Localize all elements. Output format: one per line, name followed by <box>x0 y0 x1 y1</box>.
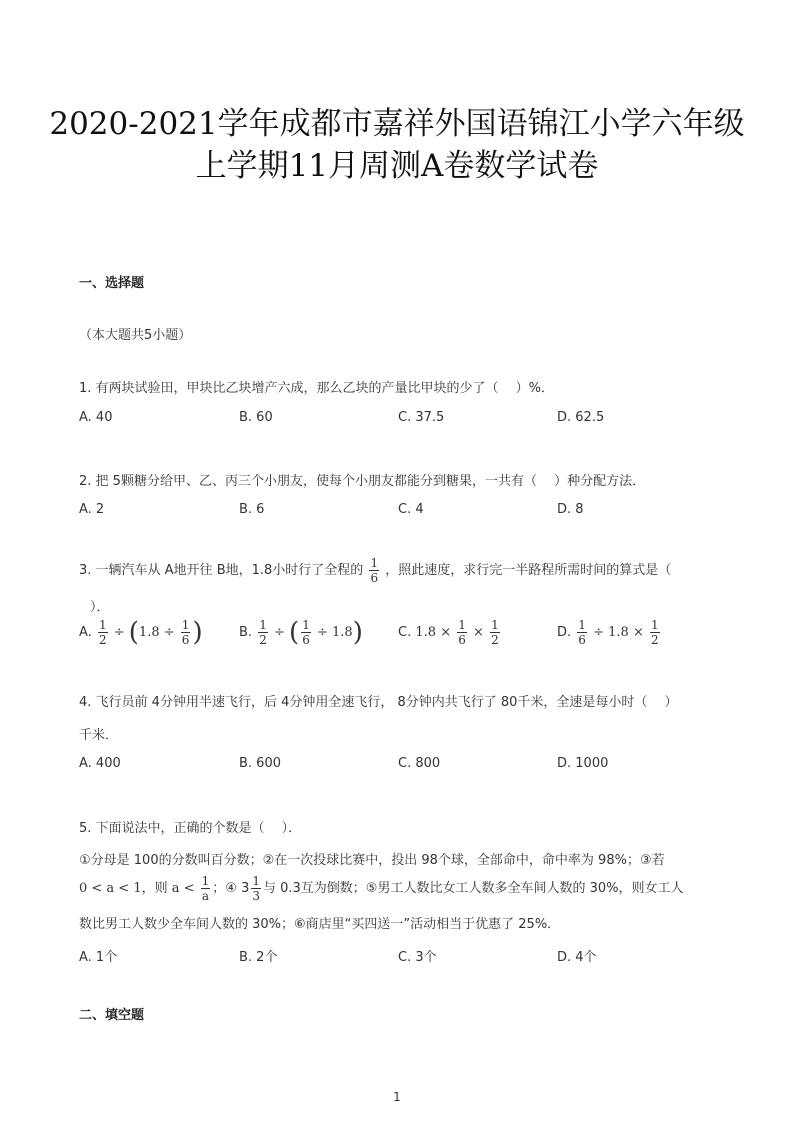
q1-option-a[interactable]: A. 40 <box>79 410 113 425</box>
question-4-text: 4. 飞行员前 4分钟用半速飞行，后 4分钟用全速飞行， 8分钟内共飞行了 80千米，全速是每小时（ ） <box>79 695 678 710</box>
q2-option-d[interactable]: D. 8 <box>557 502 584 517</box>
q4-option-b[interactable]: B. 600 <box>239 756 281 771</box>
q5-statement-line3: 数比男工人数少全车间人数的 30%；⑥商店里“买四送一”活动相当于优惠了 25%． <box>79 917 561 932</box>
q3-text-after: ，照此速度，求行完一半路程所需时间的算式是（ <box>385 563 672 578</box>
q4-option-d[interactable]: D. 1000 <box>557 756 609 771</box>
q3-text-before: 3. 一辆汽车从 A地开往 B地，1.8小时行了全程的 <box>79 563 364 578</box>
q4-option-a[interactable]: A. 400 <box>79 756 121 771</box>
q3-option-c[interactable]: C. 1.8 × $\frac{1}{6}$ × $\frac{1}{2}$ <box>398 618 499 647</box>
q5-option-c[interactable]: C. 3个 <box>398 950 437 965</box>
q1-option-c[interactable]: C. 37.5 <box>398 410 445 425</box>
question-5-text: 5. 下面说法中，正确的个数是（ ）． <box>79 821 302 836</box>
q3-option-b[interactable]: B. $\frac{1}{2}$ ÷ ( $\frac{1}{6}$ ÷ 1.8) <box>239 617 363 648</box>
q2-option-b[interactable]: B. 6 <box>239 502 265 517</box>
q5-statement-line1: ①分母是 100的分数叫百分数；②在一次投球比赛中，投出 98个球，全部命中，命中率为 98%；③若 <box>79 853 665 868</box>
question-3-text <box>79 556 671 585</box>
q1-option-d[interactable]: D. 62.5 <box>557 410 605 425</box>
q3-fraction-one-sixth: $\frac{1}{6}$ <box>370 556 379 585</box>
question-3-text-line2: ）． <box>90 600 110 615</box>
section-note: （本大题共5小题） <box>79 328 192 343</box>
question-2-text: 2. 把 5颗糖分给甲、乙、丙三个小朋友，使每个小朋友都能分到糖果，一共有（ ）种分配方法． <box>79 474 646 489</box>
section-heading-choice: 一、选择题 <box>79 276 145 291</box>
q2-option-c[interactable]: C. 4 <box>398 502 424 517</box>
page-number: 1 <box>393 1090 401 1104</box>
exam-title-line1: 2020-2021学年成都市嘉祥外国语锦江小学六年级 <box>49 106 745 142</box>
question-4-text-line2: 千米． <box>79 728 119 743</box>
exam-title-line2: 上学期11月周测A卷数学试卷 <box>195 148 599 184</box>
question-1-text: 1. 有两块试验田，甲块比乙块增产六成，那么乙块的产量比甲块的少了（ ）%． <box>79 381 555 396</box>
q4-option-c[interactable]: C. 800 <box>398 756 441 771</box>
q1-option-b[interactable]: B. 60 <box>239 410 273 425</box>
section-heading-fill-in: 二、填空题 <box>79 1008 145 1023</box>
q5-statement-line2: 0 < a < 1，则 a < $\frac{1}{a}$ ；④ 3 $\frac{1}{3}$ 与 0.3互为倒数；⑤男工人数比女工人数多全车间人数的 30%，则女工人 <box>79 874 684 903</box>
q5-option-b[interactable]: B. 2个 <box>239 950 278 965</box>
q5-option-d[interactable]: D. 4个 <box>557 950 597 965</box>
q3-option-a[interactable]: A. $\frac{1}{2}$ ÷ (1.8 ÷ $\frac{1}{6}$ ) <box>79 617 203 648</box>
q3-option-d[interactable]: D. $\frac{1}{6}$ ÷ 1.8 × $\frac{1}{2}$ <box>557 618 659 647</box>
q5-option-a[interactable]: A. 1个 <box>79 950 118 965</box>
q2-option-a[interactable]: A. 2 <box>79 502 105 517</box>
